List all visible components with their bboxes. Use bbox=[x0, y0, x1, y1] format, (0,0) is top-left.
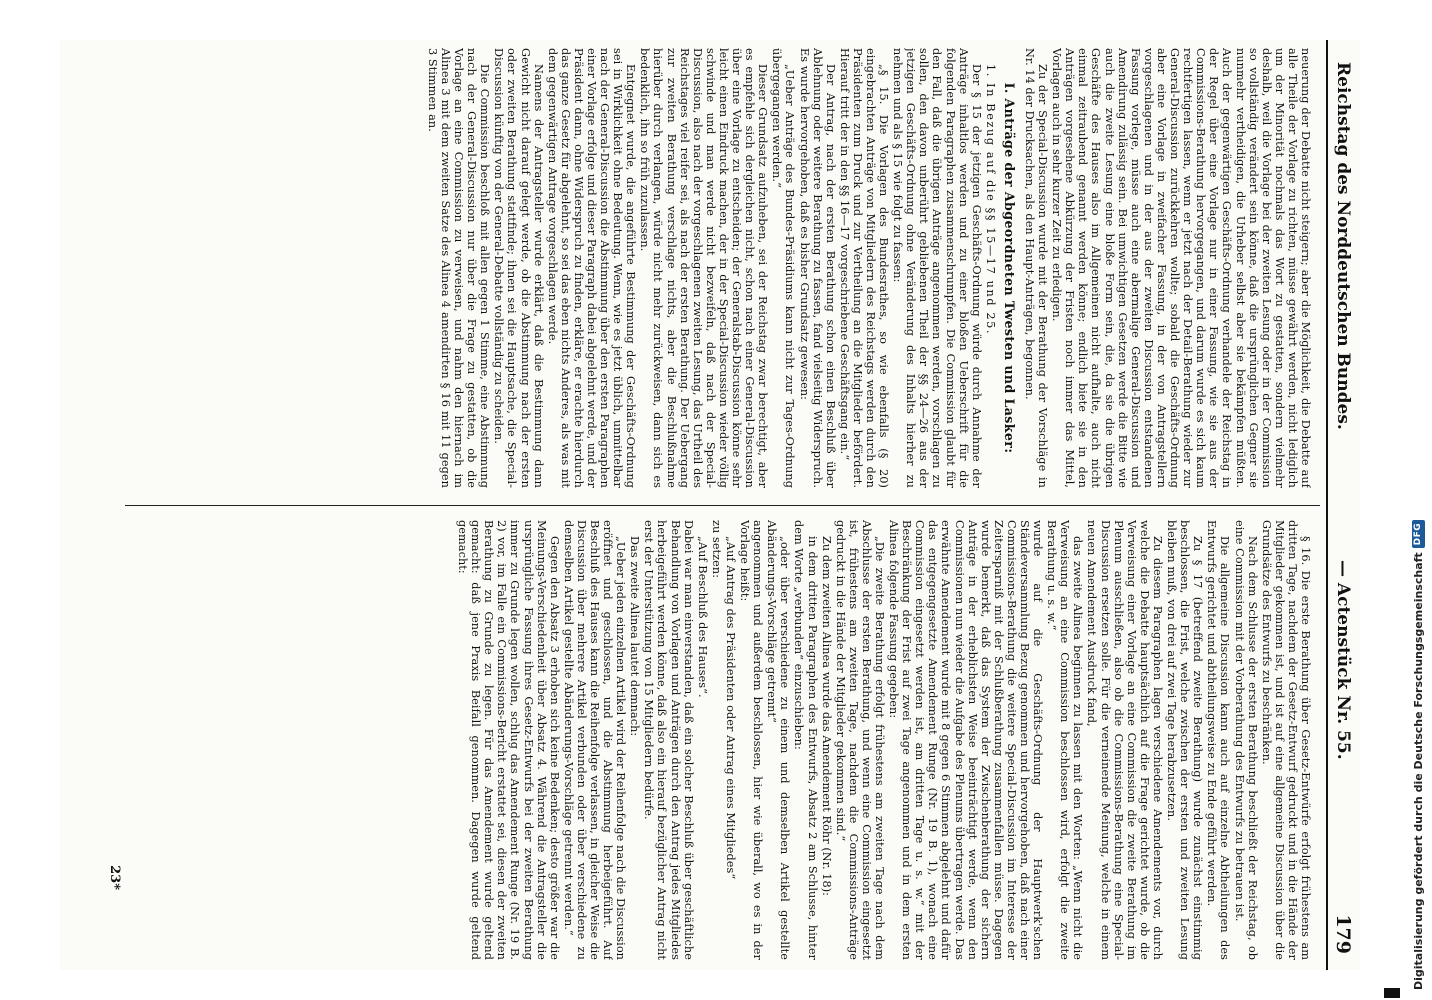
paragraph: Zu der Special-Discussion wurde mit der Berathung der Vorschläge in Nr. 14 der Drucksachen, als den Haupt-Anträgen, begonnen. bbox=[1023, 48, 1050, 488]
paragraph: Gegen den Absatz 3 erhoben sich keine Bedenken; desto größer war die Meinungs-Verschiedenheit über Absatz 4. Während die Antragsteller die ursprüngliche Fassung ihres Gesetz-Entwurfs bei der zweiten Berathung immer zu Grunde legen wollen, schlug das Amendement Runge (Nr. 19 B. 2) vor, im Falle ein Commissions-Bericht erstattet sei, diesen der zweiten Berathung zu Grunde zu legen. Für das Amendement wurde geltend gemacht: daß jene Praxis Beifall genommen. Dagegen wurde geltend gemacht: bbox=[456, 520, 561, 960]
credit-text: Digitalisierung gefördert durch die Deutsche Forschungsgemeinschaft bbox=[1412, 552, 1425, 990]
paragraph: Zu dem zweiten Alinea wurde das Amendement Röhr (Nr. 18): bbox=[819, 536, 833, 897]
paragraph: angenommen und außerdem beschlossen, hier wie überall, wo es in der Vorlage heißt: bbox=[738, 520, 765, 960]
paragraph: Dabei war man einverstanden, daß ein solcher Beschluß über geschäftliche Behandlung von Vorlagen und Anträgen durch den Antrag jedes Mitgliedes herbeigeführt werden könne, daß also ein hierauf bezüglicher Antrag nicht erst der Unterstützung von 15 Mitgliedern bedürfe. bbox=[642, 520, 695, 960]
signature-mark: 23* bbox=[107, 865, 122, 890]
quoted-paragraph: „oder über verschiedene zu einem und demselben Artikel gestellte Abänderungs-Vorschläge getrennt“ bbox=[765, 520, 792, 960]
section-heading: I. Anträge der Abgeordneten Twesten und Lasker: bbox=[1001, 82, 1017, 454]
paragraph: § 16. Die erste Berathung über Gesetz-Entwürfe erfolgt frühestens am dritten Tage, nachdem der Gesetz-Entwurf gedruckt und in die Hände der Mitglieder gekommen ist, und ist auf eine allgemeine Discussion über die Grundsätze des Entwurfs zu beschränken. bbox=[1259, 520, 1312, 960]
page-header bbox=[1326, 40, 1358, 970]
paragraph: Die allgemeine Discussion kann auch auf einzelne Abtheilungen des Entwurfs gerichtet und abtheilungsweise zu Ende geführt werden. bbox=[1205, 520, 1232, 960]
quoted-paragraph: „Ueber jeden einzelnen Artikel wird der Reihenfolge nach die Discussion eröffnet und geschlossen, und die Abstimmung herbeigeführt. Auf Beschluß des Hauses kann die Reihenfolge verlassen, in gleicher Weise die Discussion über mehrere Artikel verbunden oder über verschiedene zu demselben Artikel gestellte Abänderungs-Vorschläge getrennt werden.“ bbox=[561, 520, 628, 960]
paragraph: in dem dritten Paragraphen des Entwurfs, Absatz 2 am Schlusse, hinter dem Worte „verbunden“ einzuschieben: bbox=[792, 520, 819, 960]
quoted-paragraph: „Auf Antrag des Präsidenten oder Antrag eines Mitgliedes“ bbox=[723, 536, 737, 880]
paragraph: Nach dem Schlusse der ersten Berathung beschließt der Reichstag, ob eine Commission mit der Vorberathung des Entwurfs zu betrauen ist. bbox=[1232, 520, 1259, 960]
quoted-paragraph: „Die zweite Berathung erfolgt frühestens am zweiten Tage nach dem Abschlusse der ersten Berathung, und wenn eine Commission eingesetzt ist, frühestens am zweiten Tage, nachdem die Commissions-Anträge gedruckt in die Hände der Mitglieder gekommen sind.“ bbox=[833, 520, 886, 960]
paragraph: Das zweite Alinea lautet demnach: bbox=[628, 536, 642, 737]
quoted-paragraph: „Ueber Anträge des Bundes-Präsidiums kann nicht zur Tages-Ordnung übergegangen werden.“ bbox=[770, 48, 797, 488]
document-page bbox=[60, 40, 1360, 970]
paragraph: Namens der Antragsteller wurde erklärt, daß die Bestimmung dann Gewicht nicht darauf gelegt werde, ob die Abstimmung nach der ersten oder zweiten Berathung stattfinde; ihnen sei die Hauptsache, die Special-Discussion künftig von der General-Debatte vollständig zu scheiden. bbox=[492, 48, 545, 488]
scan-corner-mark bbox=[1384, 988, 1400, 998]
paragraph: Die Commission beschloß mit allen gegen 1 Stimme, eine Abstimmung nach der General-Discussion nur über die Frage zu gestatten, ob die Vorlage an eine Commission zu verweisen, und nahm den hiernach im Alinea 3 mit dem zweiten Satze des Alinea 4 amendirten § 16 mit 11 gegen 3 Stimmen an. bbox=[425, 48, 492, 488]
paragraph: Entgegnet wurde, die angeführte Bestimmung der Geschäfts-Ordnung sei in Wirklichkeit ohne Bedeutung. Wenn, wie es jetzt üblich, unmittelbar nach der General-Discussion die Abstimmung über den ersten Paragraphen einer Vorlage erfolge und dieser Paragraph dabei abgelehnt werde, und der Präsident dann, ohne Widerspruch zu finden, erkläre, er erachte hierdurch das ganze Gesetz für abgelehnt, so sei das eben nichts Anderes, als was mit dem gegenwärtigen Antrage vorgeschlagen werde. bbox=[545, 48, 638, 488]
paragraph: Der Antrag, nach der ersten Berathung schon einen Beschluß über Ablehnung oder weitere Berathung zu fassen, fand vielseitig Widerspruch. Es wurde hervorgehoben, daß es bisher Grundsatz gewesen: bbox=[797, 48, 837, 488]
paragraph: Der § 15 der jetzigen Geschäfts-Ordnung würde durch Annahme der Anträge inhaltlos werden und zu einer bloßen Ueberschrift für die folgenden Paragraphen zusammenschrumpfen. Die Commission glaubt für den Fall, daß die übrigen Anträge angenommen werden, vorschlagen zu sollen, den davon unberührt gebliebenen Theil der §§ 24—26 aus der jetzigen Geschäfts-Ordnung ohne Veränderung des Inhalts hierher zu nehmen und als § 15 wie folgt zu fassen: bbox=[891, 48, 983, 488]
right-column bbox=[127, 520, 1312, 960]
paragraph: Dieser Grundsatz aufzuheben, sei der Reichstag zwar berechtigt, aber es empfehle sich dergleichen nicht, schon nach einer General-Discussion über eine Vorlage zu entscheiden; der Generalstab-Discussion könne sehr leicht einen Eindruck machen, der in der Special-Discussion wieder völlig schwinde und man werde nicht bezweifeln, daß nach der Special-Discussion, also nach der vorgeschlagenen zweiten Lesung, das Urtheil des Reichstages viel reifer sei, als nach der ersten Berathung. Der Uebergang zur zweiten Berathung verschlage nichts, aber die Beschlußnahme hierüber durch verlangen, würde nicht mehr zurückweisen, dann sich es bedenklich, ihn so früh zuzulassen. bbox=[638, 48, 770, 488]
paragraph: zu setzen: bbox=[709, 520, 723, 579]
paragraph: wurde auf die Geschäfts-Ordnung der Hauptwerk'schen Ständeversammlung Bezug genommen und hervorgehoben, daß nach einer Commissions-Berathung die weitere Special-Discussion im Interesse der Zeitersparniß mit der Schlußberathung zusammenfallen müsse. Dagegen wurde bemerkt, daß das System der Zwischenberathung der sichern Anträge in der erheblichsten Weise beeinträchtigt werde, wenn den Commissionen nun wieder die Aufgabe des Plenums übertragen werde. Das erwähnte Amendement wurde mit 8 gegen 6 Stimmen abgelehnt und dafür das entgegengesetzte Amendement Runge (Nr. 19 B. 1), wonach eine Commission eingesetzt werden ist, am dritten Tage u. s. w.“ mit der Beschränkung der Frist auf zwei Tage angenommen und in dem ersten Alinea folgende Fassung gegeben: bbox=[887, 520, 1045, 960]
paragraph: neuerung der Debatte nicht steigern; aber die Möglichkeit, die Debatte auf alle Theile der Vorlage zu richten, müsse gewährt werden, nicht lediglich um der Minorität nochmals das Wort zu gestatten, sondern vielmehr deshalb, weil die Vorlage bei der zweiten Lesung oder in der Commission so vollständig verändert sein könne, daß die ursprünglichen Gegner sie nunmehr vertheidigen, die Urheber selbst aber sie bekämpfen müßten. Auch der gegenwärtigen Geschäfts-Ordnung verhandele der Reichstag in der Regel über eine Vorlage nur in einer Fassung, wie sie aus der Commissions-Berathung hervorgegangen, und darum wurde es sich kaum rechtfertigen lassen, wenn er jetzt nach der Detail-Berathung wieder zur General-Discussion zurückkehren wollte; sobald die Geschäfts-Ordnung aber eine Vorlage in zweifacher Fassung, in der von Antragstellern vorgeschlagenen und in der aus der zweiten Discussion entstandenen Fassung vorlege, müsse auch eine abermalige General-Discussion und Amendirung zulässig sein. Bei umwichtigen Gesetzen werde die Bitte wie auch die zweite Lesung eine bloße Form sein, die, da sie die übrigen Geschäfte des Hauses also im Allgemeinen nicht aufhalte, auch nicht einmal zeitraubend genannt werden könne; endlich biete sie in den Anträgen vorgesehene Abkürzung der Fristen noch immer das Mittel, Vorlagen auch in sehr kurzer Zeit zu erledigen. bbox=[1050, 48, 1312, 488]
header-right-title: — Actenstück Nr. 55. bbox=[1333, 560, 1353, 760]
paragraph: Zu § 17 (betreffend zweite Berathung) wurde zunächst einstimmig beschlossen, die Frist, welche zwischen der ersten und zweiten Lesung bleiben muß, von drei auf zwei Tage herabzusetzen. bbox=[1165, 520, 1205, 960]
digitization-credit bbox=[1412, 520, 1425, 990]
page-number: 179 bbox=[1332, 914, 1354, 954]
quoted-paragraph: „§ 15. Die Vorlagen des Bundesrathes, so wie ebenfalls (§ 20) eingebrachten Anträge von Mitgliedern des Reichstags werden durch den Präsidenten zum Druck und zur Vertheilung an die Mitglieder befördert. Hierauf tritt der in den §§ 16—17 vorgeschriebene Geschäftsgang ein.“ bbox=[837, 48, 891, 488]
dfg-logo: DFG bbox=[1412, 520, 1425, 549]
quoted-paragraph: das zweite Alinea beginnen zu lassen mit den Worten: „Wenn nicht die Verweisung an eine Commission beschlossen wird, erfolgt die zweite Berathung u. s. w.“ bbox=[1045, 520, 1085, 960]
header-left-title: Reichstag des Norddeutschen Bundes. bbox=[1333, 62, 1353, 430]
quoted-paragraph: „Auf Beschluß des Hauses“. bbox=[695, 536, 709, 698]
paragraph: Zu diesem Paragraphen lagen verschiedene Amendements vor, durch welche die Debatte hauptsächlich auf die Frage gerichtet wurde, ob die Verweisung einer Vorlage an eine Commission die zweite Berathung im Plenum ausschließen, also ob die Commissions-Berathung eine Special-Discussion ersetzen solle. Für die verneinende Meinung, welche in einem neuen Amendement Ausdruck fand, bbox=[1085, 520, 1164, 960]
column-divider bbox=[125, 505, 1320, 506]
subsection-heading: 1. In Bezug auf die §§ 15—17 und 25. bbox=[983, 64, 997, 336]
left-column bbox=[127, 48, 1312, 488]
